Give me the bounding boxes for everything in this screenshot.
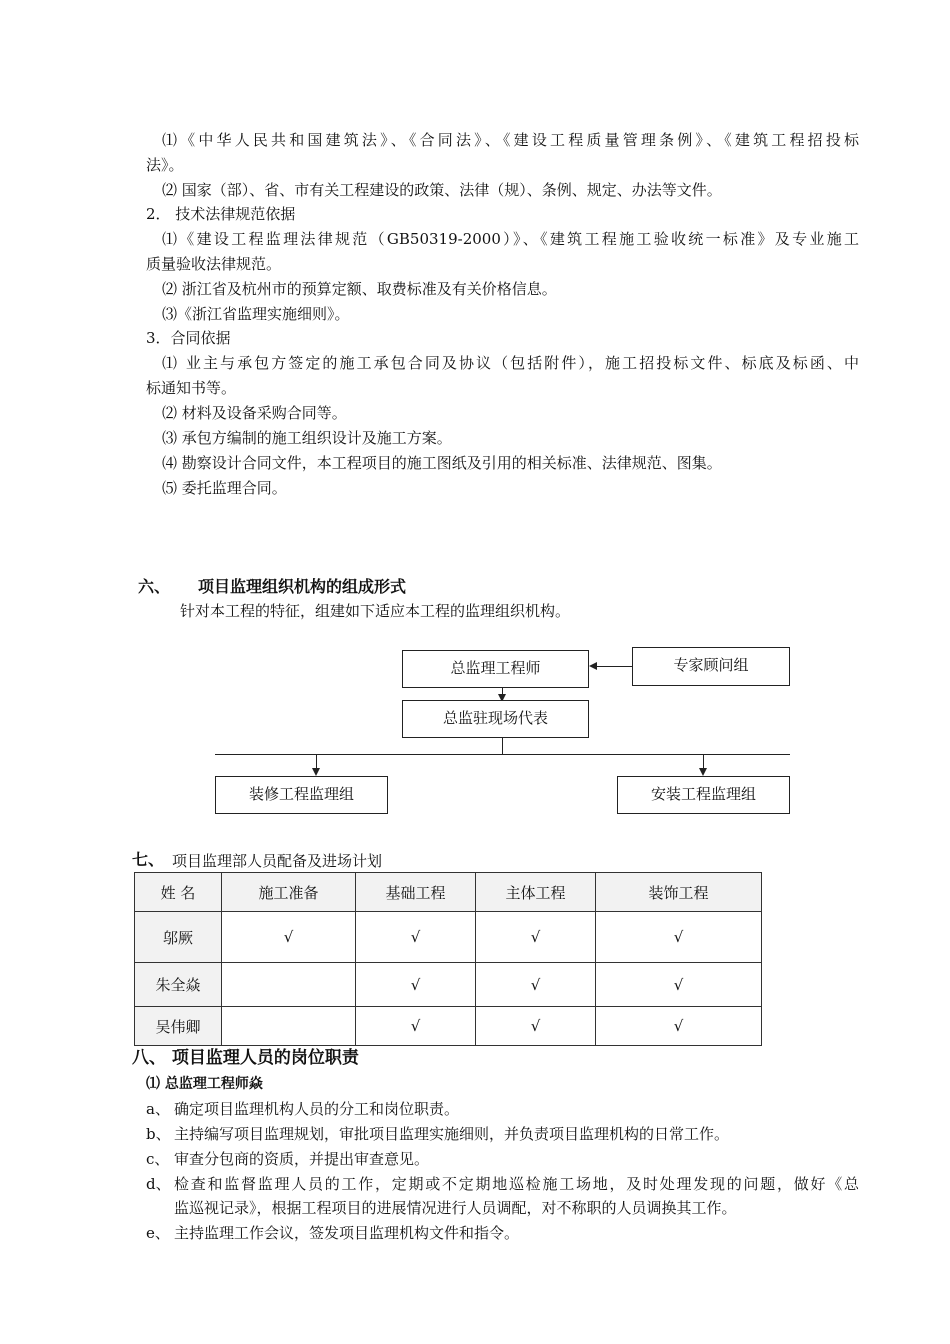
table-header-row: [135, 873, 762, 912]
org-expert-connector: [597, 666, 632, 667]
org-expert-group-box: 专家顾问组: [632, 647, 790, 686]
section-8-subtitle: ⑴ 总监理工程师焱: [146, 1076, 263, 1092]
duty-b-text: 主持编写项目监理规划，审批项目监理实施细则，并负责项目监理机构的日常工作。: [174, 1125, 730, 1143]
section-6-title: 项目监理组织机构的组成形式: [198, 577, 407, 596]
technical-item-1-line-1: ⑴《建设工程监理法律规范（GB50319-2000）》、《建筑工程施工验收统一标准》及专业施工: [162, 230, 859, 248]
contract-item-5: ⑸ 委托监理合同。: [162, 479, 287, 497]
duty-b-mark: b、: [146, 1125, 171, 1143]
check-cell: √: [356, 912, 476, 963]
header-foundation: 基础工程: [356, 873, 476, 912]
contract-item-1-line-2: 标通知书等。: [146, 379, 237, 397]
table-row: [135, 912, 762, 963]
technical-item-1-line-2: 质量验收法律规范。: [146, 255, 282, 273]
contract-item-4: ⑷ 勘察设计合同文件，本工程项目的施工图纸及引用的相关标准、法律规范、图集。: [162, 454, 722, 472]
duty-e-mark: e、: [146, 1224, 170, 1242]
duty-d-text-line-1: 检查和监督监理人员的工作，定期或不定期地巡检施工场地，及时处理发现的问题，做好《总: [174, 1175, 859, 1193]
header-main-structure: 主体工程: [476, 873, 596, 912]
staff-name: 朱全焱: [135, 963, 222, 1007]
org-deco-arrow: [312, 768, 320, 776]
staff-name: 邬厥: [135, 912, 222, 963]
check-cell: √: [476, 1007, 596, 1046]
header-name: 姓 名: [135, 873, 222, 912]
duty-d-mark: d、: [146, 1175, 171, 1193]
check-cell: √: [596, 1007, 762, 1046]
check-cell: [222, 1007, 356, 1046]
check-cell: √: [356, 963, 476, 1007]
table-row: [135, 1007, 762, 1046]
duty-c-mark: c、: [146, 1150, 170, 1168]
check-cell: √: [596, 963, 762, 1007]
section-6-number: 六、: [138, 577, 171, 596]
staff-schedule-table: [134, 872, 762, 1046]
contract-item-2: ⑵ 材料及设备采购合同等。: [162, 404, 347, 422]
org-install-arrow: [699, 768, 707, 776]
org-chief-engineer-box: 总监理工程师: [402, 650, 589, 688]
technical-heading: 2． 技术法律规范依据: [146, 205, 296, 223]
contract-item-3: ⑶ 承包方编制的施工组织设计及施工方案。: [162, 429, 452, 447]
section-8-title: 八、 项目监理人员的岗位职责: [132, 1048, 359, 1068]
check-cell: √: [476, 912, 596, 963]
legal-item-2: ⑵ 国家（部）、省、市有关工程建设的政策、法律（规）、条例、规定、办法等文件。: [162, 181, 722, 199]
org-expert-arrow: [589, 662, 597, 670]
org-deputy-box: 总监驻现场代表: [402, 700, 589, 738]
technical-item-2: ⑵ 浙江省及杭州市的预算定额、取费标准及有关价格信息。: [162, 280, 557, 298]
check-cell: √: [222, 912, 356, 963]
staff-name: 吴伟卿: [135, 1007, 222, 1046]
header-decoration: 装饰工程: [596, 873, 762, 912]
duty-a-text: 确定项目监理机构人员的分工和岗位职责。: [174, 1100, 460, 1118]
check-cell: [222, 963, 356, 1007]
duty-c-text: 审查分包商的资质，并提出审查意见。: [174, 1150, 430, 1168]
check-cell: √: [596, 912, 762, 963]
section-6-intro: 针对本工程的特征，组建如下适应本工程的监理组织机构。: [180, 602, 571, 620]
org-deputy-connector: [502, 738, 503, 755]
section-7-number: 七、: [132, 850, 165, 869]
duty-e-text: 主持监理工作会议，签发项目监理机构文件和指令。: [174, 1224, 520, 1242]
contract-heading: 3．合同依据: [146, 329, 231, 347]
section-7-title: 项目监理部人员配备及进场计划: [172, 852, 383, 870]
duty-a-mark: a、: [146, 1100, 170, 1118]
check-cell: √: [356, 1007, 476, 1046]
duty-d-text-line-2: 监巡视记录》，根据工程项目的进展情况进行人员调配，对不称职的人员调换其工作。: [174, 1199, 737, 1217]
org-installation-group-box: 安装工程监理组: [617, 776, 790, 814]
legal-item-1-line-1: ⑴《中华人民共和国建筑法》、《合同法》、《建设工程质量管理条例》、《建筑工程招投标: [162, 131, 859, 149]
check-cell: √: [476, 963, 596, 1007]
org-decoration-group-box: 装修工程监理组: [215, 776, 388, 814]
legal-item-1-line-2: 法》。: [146, 156, 184, 174]
header-preparation: 施工准备: [222, 873, 356, 912]
contract-item-1-line-1: ⑴ 业主与承包方签定的施工承包合同及协议（包括附件），施工招投标文件、标底及标函、中: [162, 354, 859, 372]
technical-item-3: ⑶《浙江省监理实施细则》。: [162, 305, 350, 323]
table-row: [135, 963, 762, 1007]
